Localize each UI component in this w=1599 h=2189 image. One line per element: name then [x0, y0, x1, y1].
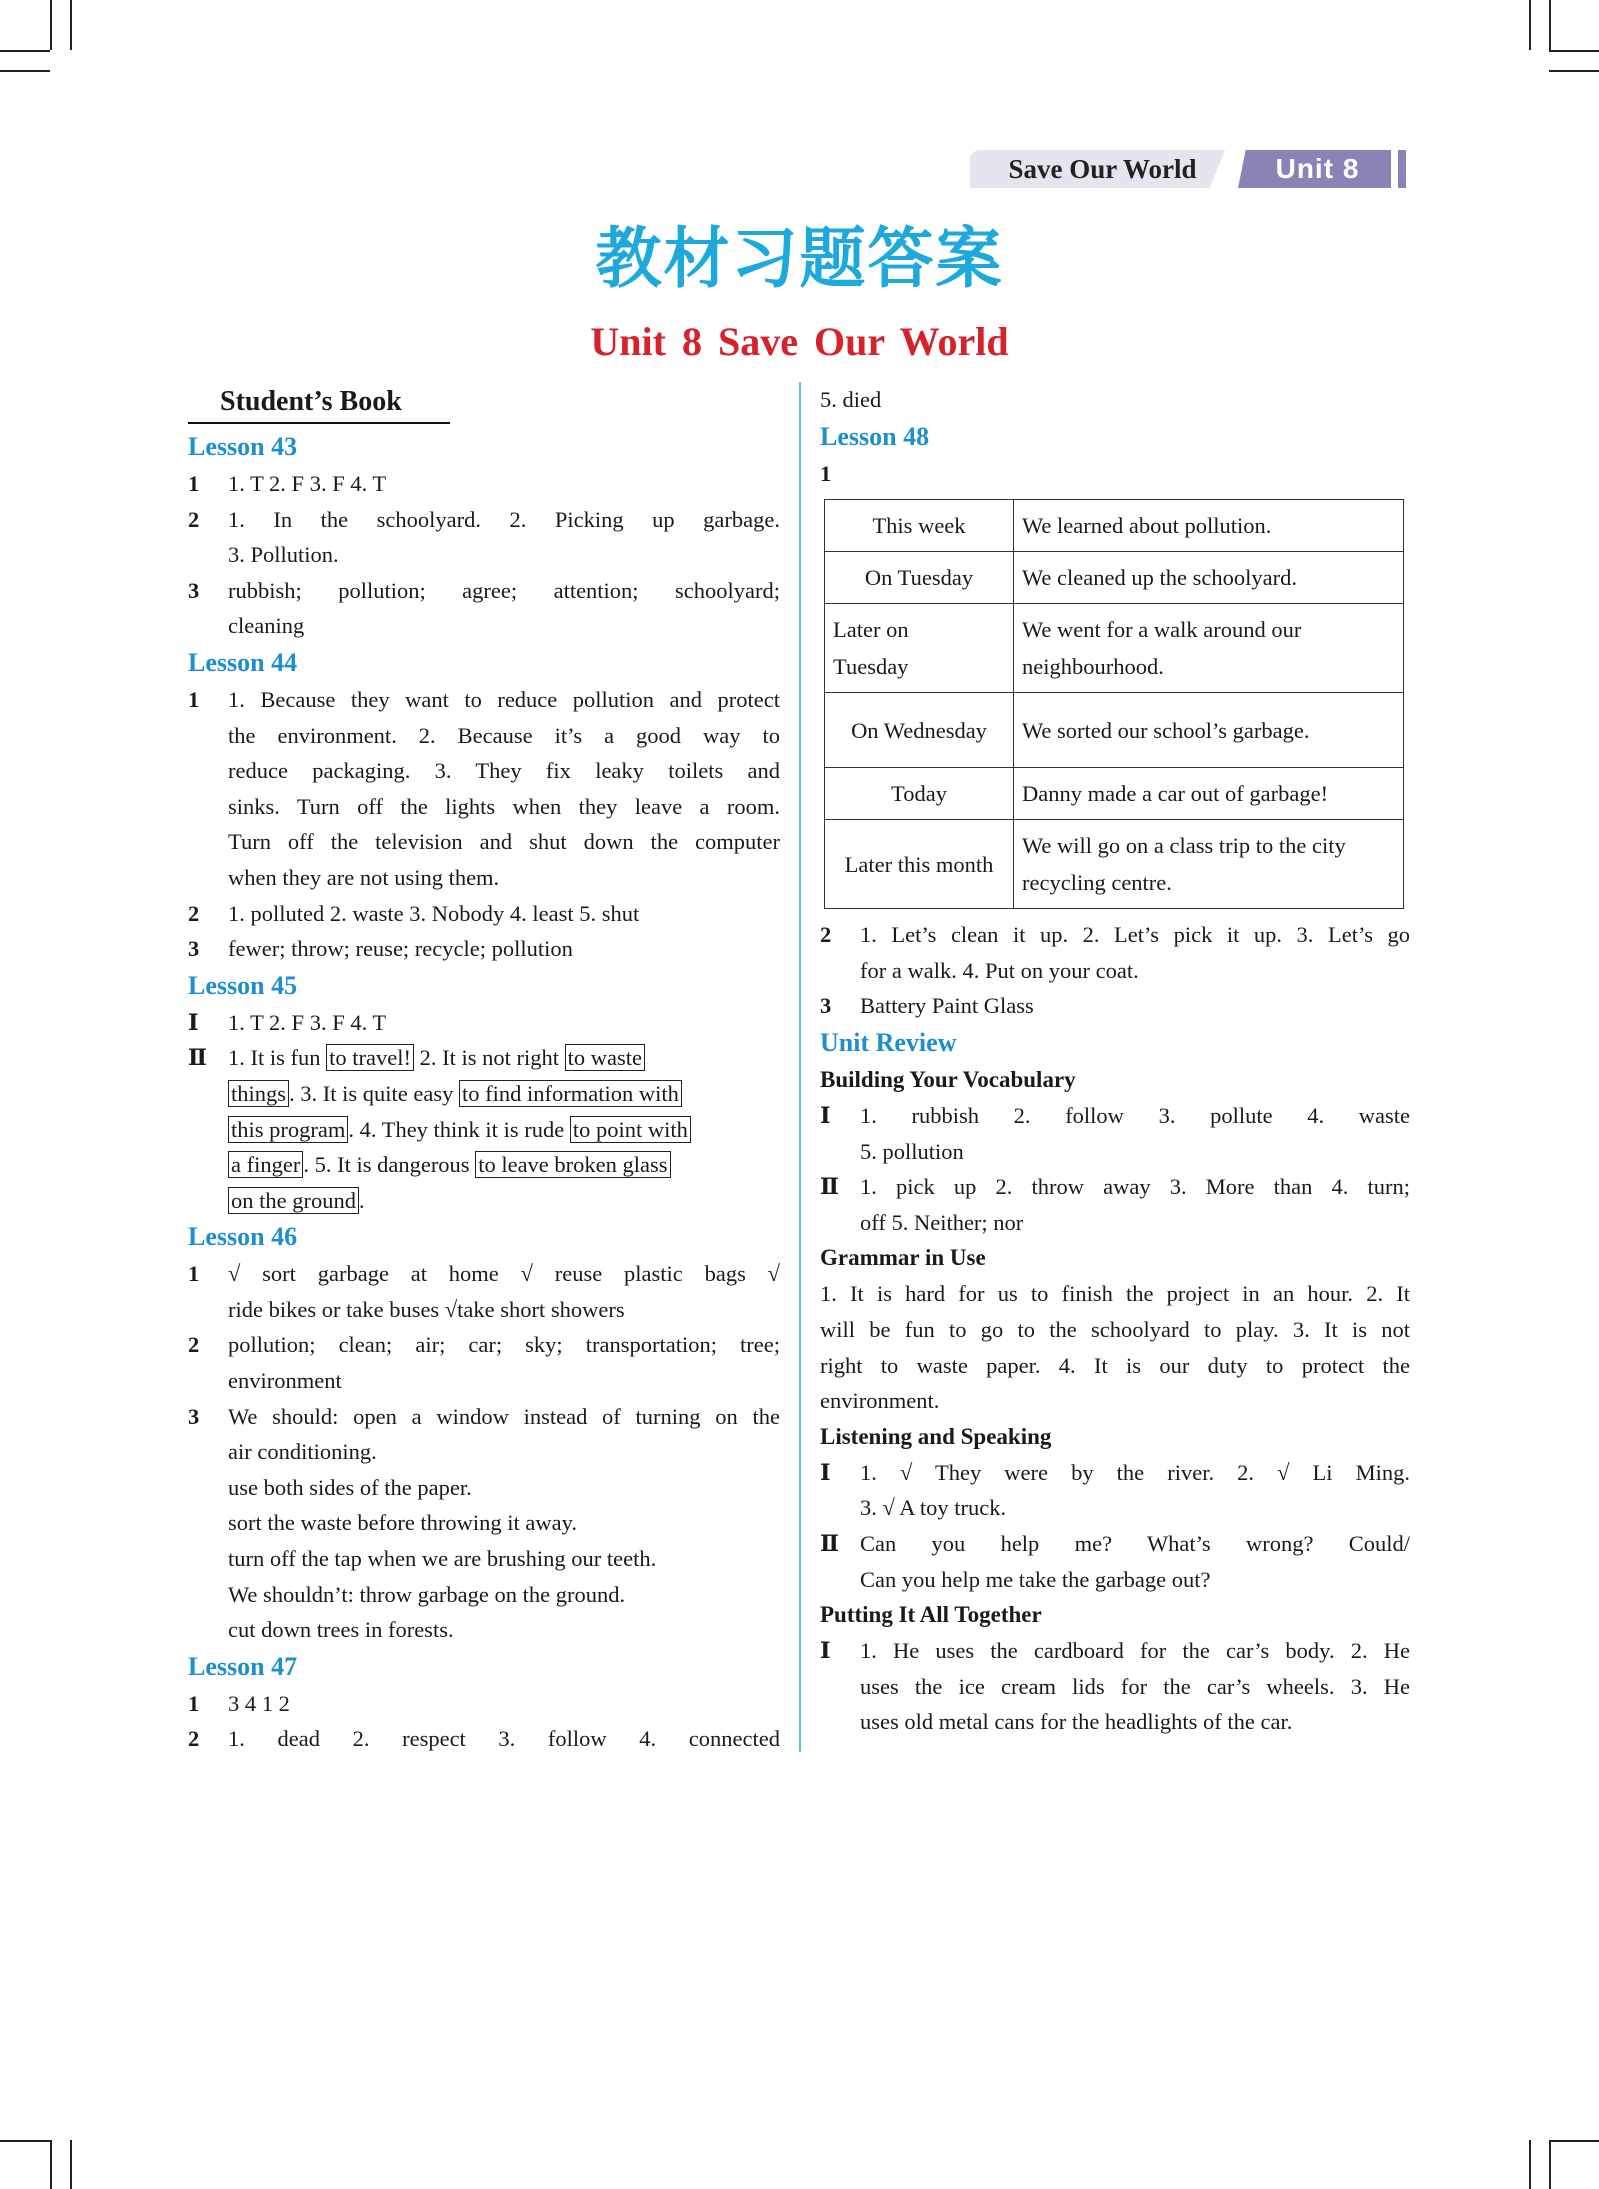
answer-line: a finger . 5. It is dangerous to leave broken glass — [188, 1147, 780, 1183]
answer-line: Ⅱ 1. pick up 2. throw away 3. More than 4. turn; — [820, 1174, 1410, 1200]
answer-line: off 5. Neither; nor — [860, 1209, 1024, 1235]
answer-line: 2 1. Let’s clean it up. 2. Let’s pick it up. 3. Let’s go — [820, 922, 1410, 948]
table-cell: This week — [825, 500, 1014, 552]
answer-line: 2 1. In the schoolyard. 2. Picking up garbage. — [188, 506, 780, 532]
answer-box: things — [228, 1080, 289, 1107]
answer-line: 3 fewer; throw; reuse; recycle; pollution — [188, 936, 573, 962]
crop-mark — [1549, 0, 1551, 50]
answer-line: Ⅰ 1. rubbish 2. follow 3. pollute 4. waste — [820, 1102, 1410, 1128]
crop-mark — [1529, 2140, 1531, 2189]
table-row — [825, 604, 1404, 693]
answer-line: Turn off the television and shut down the computer — [228, 829, 780, 855]
answer-line: 1 3 4 1 2 — [188, 1690, 290, 1716]
crop-mark — [70, 0, 72, 50]
unit-review-title: Unit Review — [820, 1027, 957, 1057]
answer-line: environment — [228, 1368, 342, 1394]
table-cell: Later this month — [825, 820, 1014, 909]
answer-line: Can you help me take the garbage out? — [860, 1566, 1211, 1592]
crop-mark — [1549, 2140, 1599, 2142]
answer-line: 5. died — [820, 387, 882, 412]
table-row — [825, 768, 1404, 820]
answer-line: right to waste paper. 4. It is our duty to protect the — [820, 1352, 1410, 1378]
answer-line: 2 pollution; clean; air; car; sky; transportation; tree; — [188, 1332, 780, 1358]
crop-mark — [70, 2140, 72, 2189]
section-heading: Grammar in Use — [820, 1245, 986, 1271]
table-cell: On Tuesday — [825, 552, 1014, 604]
table-cell: Later on Tuesday — [825, 604, 1014, 693]
answer-line: uses the ice cream lids for the car’s wheels. 3. He — [860, 1673, 1410, 1699]
lesson-43-title: Lesson 43 — [188, 432, 298, 461]
answer-line: will be fun to go to the schoolyard to play. 3. It is not — [820, 1316, 1410, 1342]
page-title: 教材习题答案 — [595, 220, 1004, 297]
answer-line: 3. Pollution. — [228, 542, 339, 568]
table-cell: We sorted our school’s garbage. — [1014, 693, 1404, 768]
column-divider — [799, 382, 801, 1752]
table-cell: On Wednesday — [825, 693, 1014, 768]
section-heading: Listening and Speaking — [820, 1423, 1052, 1449]
answer-line: 1 — [820, 460, 832, 486]
header-tab-title: Save Our World — [1008, 154, 1197, 184]
table-row — [825, 820, 1404, 909]
answer-line: Ⅱ 1. It is fun to travel! 2. It is not right to waste — [188, 1040, 780, 1076]
answer-line: cleaning — [228, 613, 305, 639]
answer-line: use both sides of the paper. — [228, 1474, 472, 1500]
answer-line: sort the waste before throwing it away. — [228, 1510, 578, 1536]
answer-line: uses old metal cans for the headlights of the car. — [860, 1709, 1293, 1735]
crop-mark — [1549, 2140, 1551, 2189]
answer-line: 2 1. polluted 2. waste 3. Nobody 4. least 5. shut — [188, 900, 640, 926]
crop-mark — [0, 70, 50, 72]
answer-box: on the ground — [228, 1187, 359, 1214]
lesson-44-title: Lesson 44 — [188, 647, 298, 677]
answer-line: environment. — [820, 1388, 940, 1414]
lesson-47-title: Lesson 47 — [188, 1651, 298, 1681]
table-row — [825, 500, 1404, 552]
answer-line: Ⅰ 1. √ They were by the river. 2. √ Li Ming. — [820, 1459, 1410, 1485]
answer-line: things . 3. It is quite easy to find information with — [188, 1076, 780, 1112]
answer-line: 5. pollution — [860, 1138, 964, 1164]
answer-line: ride bikes or take buses √take short showers — [228, 1296, 625, 1322]
answer-line: We shouldn’t: throw garbage on the ground. — [228, 1581, 626, 1607]
answer-line: reduce packaging. 3. They fix leaky toilets and — [228, 758, 780, 784]
left-column — [188, 382, 780, 1757]
answer-line: 3 We should: open a window instead of turning on the — [188, 1403, 780, 1429]
table-cell: Danny made a car out of garbage! — [1014, 768, 1404, 820]
table-cell: We went for a walk around our neighbourhood. — [1014, 604, 1404, 693]
answer-box: a finger — [228, 1151, 303, 1178]
unit-title: Unit 8 Save Our World — [590, 319, 1009, 364]
answer-line: Ⅱ Can you help me? What’s wrong? Could/ — [820, 1530, 1410, 1556]
answer-line: Ⅰ 1. T 2. F 3. F 4. T — [188, 1009, 387, 1035]
lesson-46-title: Lesson 46 — [188, 1222, 298, 1252]
section-heading: Building Your Vocabulary — [820, 1066, 1076, 1092]
answer-line: 3 rubbish; pollution; agree; attention; schoolyard; — [188, 577, 780, 603]
answer-line: turn off the tap when we are brushing our teeth. — [228, 1546, 657, 1572]
answer-line: Ⅰ 1. He uses the cardboard for the car’s body. 2. He — [820, 1638, 1410, 1664]
table-cell: We will go on a class trip to the city recycling centre. — [1014, 820, 1404, 909]
answer-box: this program — [228, 1116, 348, 1143]
answer-line: sinks. Turn off the lights when they leave a room. — [228, 793, 780, 819]
answer-line: 3. √ A toy truck. — [860, 1495, 1007, 1521]
answer-line: air conditioning. — [228, 1439, 377, 1465]
answer-line: the environment. 2. Because it’s a good way to — [228, 722, 780, 748]
students-book-heading: Student’s Book — [188, 382, 450, 424]
answer-box: to travel! — [326, 1044, 414, 1071]
crop-mark — [1529, 0, 1531, 50]
table-cell: Today — [825, 768, 1014, 820]
answer-line: on the ground . — [188, 1183, 780, 1219]
answer-line: 2 1. dead 2. respect 3. follow 4. connected — [188, 1726, 780, 1752]
answer-line: 1. It is hard for us to finish the project in an hour. 2. It — [820, 1281, 1410, 1307]
crop-mark — [0, 2140, 50, 2142]
crop-mark — [1549, 70, 1599, 72]
header-tab-edge — [1398, 150, 1406, 188]
lesson-45-title: Lesson 45 — [188, 970, 298, 1000]
answer-line: 1 1. T 2. F 3. F 4. T — [188, 471, 387, 496]
answer-box: to leave broken glass — [475, 1151, 670, 1178]
table-cell: We learned about pollution. — [1014, 500, 1404, 552]
right-column — [820, 382, 1410, 1740]
table-cell: We cleaned up the schoolyard. — [1014, 552, 1404, 604]
table-row — [825, 693, 1404, 768]
crop-mark — [0, 50, 50, 52]
answer-box: to waste — [565, 1044, 645, 1071]
answer-box: to point with — [570, 1116, 691, 1143]
crop-mark — [50, 0, 52, 50]
crop-mark — [50, 2140, 52, 2189]
table-row — [825, 552, 1404, 604]
timeline-table — [824, 499, 1404, 909]
section-heading: Putting It All Together — [820, 1602, 1042, 1628]
lesson-48-title: Lesson 48 — [820, 421, 930, 451]
answer-line: 1 1. Because they want to reduce pollution and protect — [188, 686, 780, 712]
answer-line: for a walk. 4. Put on your coat. — [860, 957, 1139, 983]
answer-line: 1 √ sort garbage at home √ reuse plastic bags √ — [188, 1261, 780, 1287]
answer-box: to find information with — [459, 1080, 682, 1107]
crop-mark — [1549, 50, 1599, 52]
header-tab-unit: Unit 8 — [1275, 153, 1360, 184]
answer-line: when they are not using them. — [228, 864, 500, 890]
answer-line: cut down trees in forests. — [228, 1617, 454, 1643]
answer-line: 3 Battery Paint Glass — [820, 993, 1034, 1019]
answer-line: this program . 4. They think it is rude to point with — [188, 1112, 780, 1148]
